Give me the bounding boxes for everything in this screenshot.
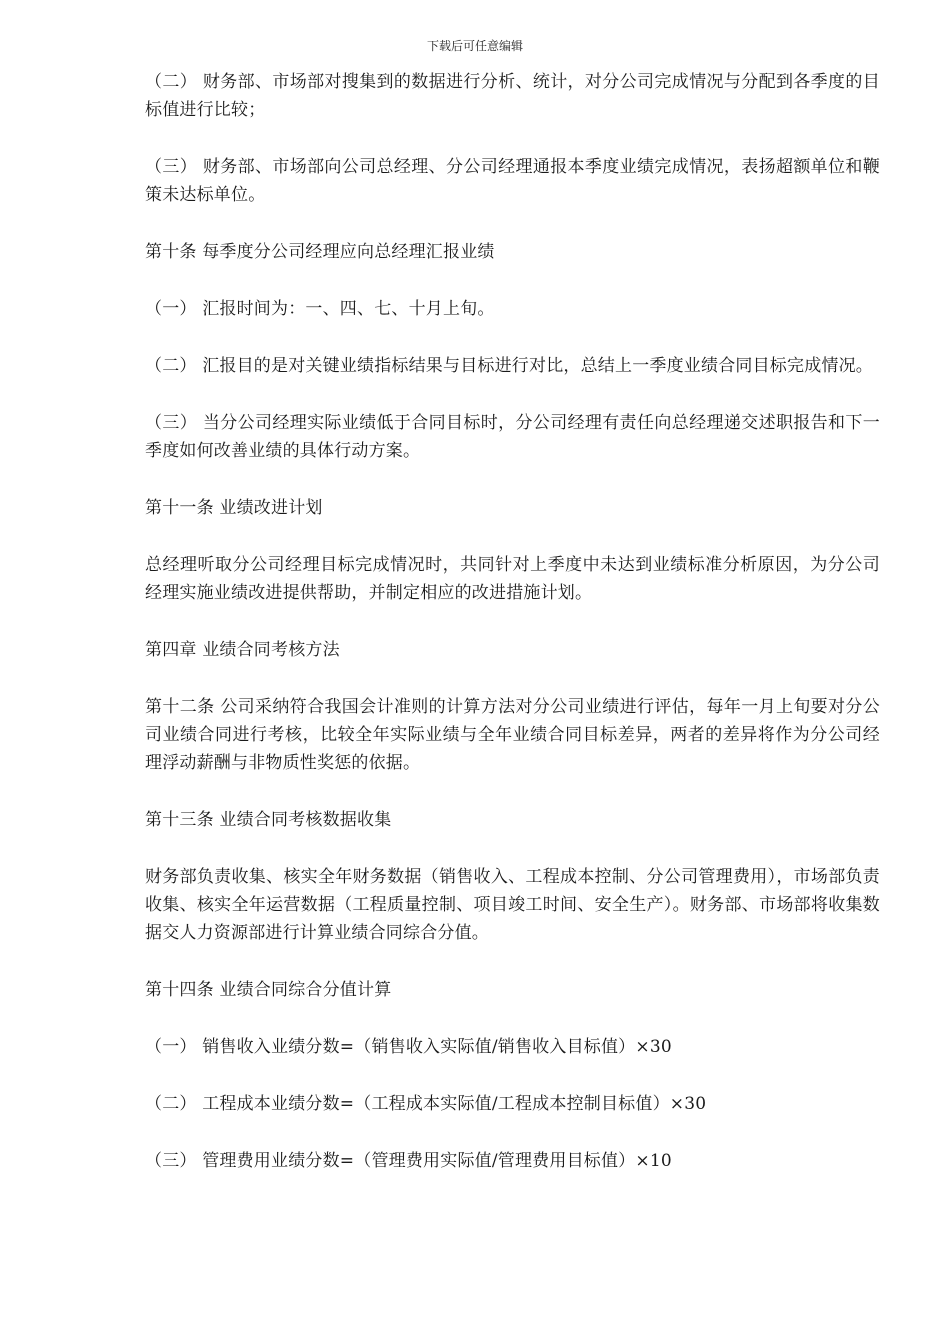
formula-item: （三） 管理费用业绩分数=（管理费用实际值/管理费用目标值）×10	[145, 1151, 672, 1171]
paragraph: （一） 汇报时间为：一、四、七、十月上旬。	[145, 299, 495, 319]
paragraph: （二） 财务部、市场部对搜集到的数据进行分析、统计，对分公司完成情况与分配到各季度的目标值进行比较；	[145, 72, 880, 120]
paragraph: （三） 当分公司经理实际业绩低于合同目标时，分公司经理有责任向总经理递交述职报告和下一季度如何改善业绩的具体行动方案。	[145, 413, 880, 461]
chapter-heading: 第四章 业绩合同考核方法	[145, 640, 340, 660]
article-heading: 第十一条 业绩改进计划	[145, 498, 323, 518]
paragraph: （三） 财务部、市场部向公司总经理、分公司经理通报本季度业绩完成情况，表扬超额单位和鞭策未达标单位。	[145, 157, 880, 205]
document-body	[145, 68, 880, 1204]
paragraph: 总经理听取分公司经理目标完成情况时，共同针对上季度中未达到业绩标准分析原因，为分公司经理实施业绩改进提供帮助，并制定相应的改进措施计划。	[145, 555, 880, 603]
paragraph: （二） 汇报目的是对关键业绩指标结果与目标进行对比，总结上一季度业绩合同目标完成情况。	[145, 356, 874, 376]
paragraph: 第十二条 公司采纳符合我国会计准则的计算方法对分公司业绩进行评估，每年一月上旬要对分公司业绩合同进行考核，比较全年实际业绩与全年业绩合同目标差异，两者的差异将作为分公司经理浮动薪酬与非物质性奖惩的依据。	[145, 697, 880, 773]
article-heading: 第十三条 业绩合同考核数据收集	[145, 810, 392, 830]
article-heading: 第十条 每季度分公司经理应向总经理汇报业绩	[145, 242, 495, 262]
formula-item: （一） 销售收入业绩分数=（销售收入实际值/销售收入目标值）×30	[145, 1037, 672, 1057]
paragraph: 财务部负责收集、核实全年财务数据（销售收入、工程成本控制、分公司管理费用），市场部负责收集、核实全年运营数据（工程质量控制、项目竣工时间、安全生产）。财务部、市场部将收集数据交人力资源部进行计算业绩合同综合分值。	[145, 867, 880, 943]
page-header: 下载后可任意编辑	[426, 39, 523, 53]
article-heading: 第十四条 业绩合同综合分值计算	[145, 980, 392, 1000]
formula-item: （二） 工程成本业绩分数=（工程成本实际值/工程成本控制目标值）×30	[145, 1094, 707, 1114]
